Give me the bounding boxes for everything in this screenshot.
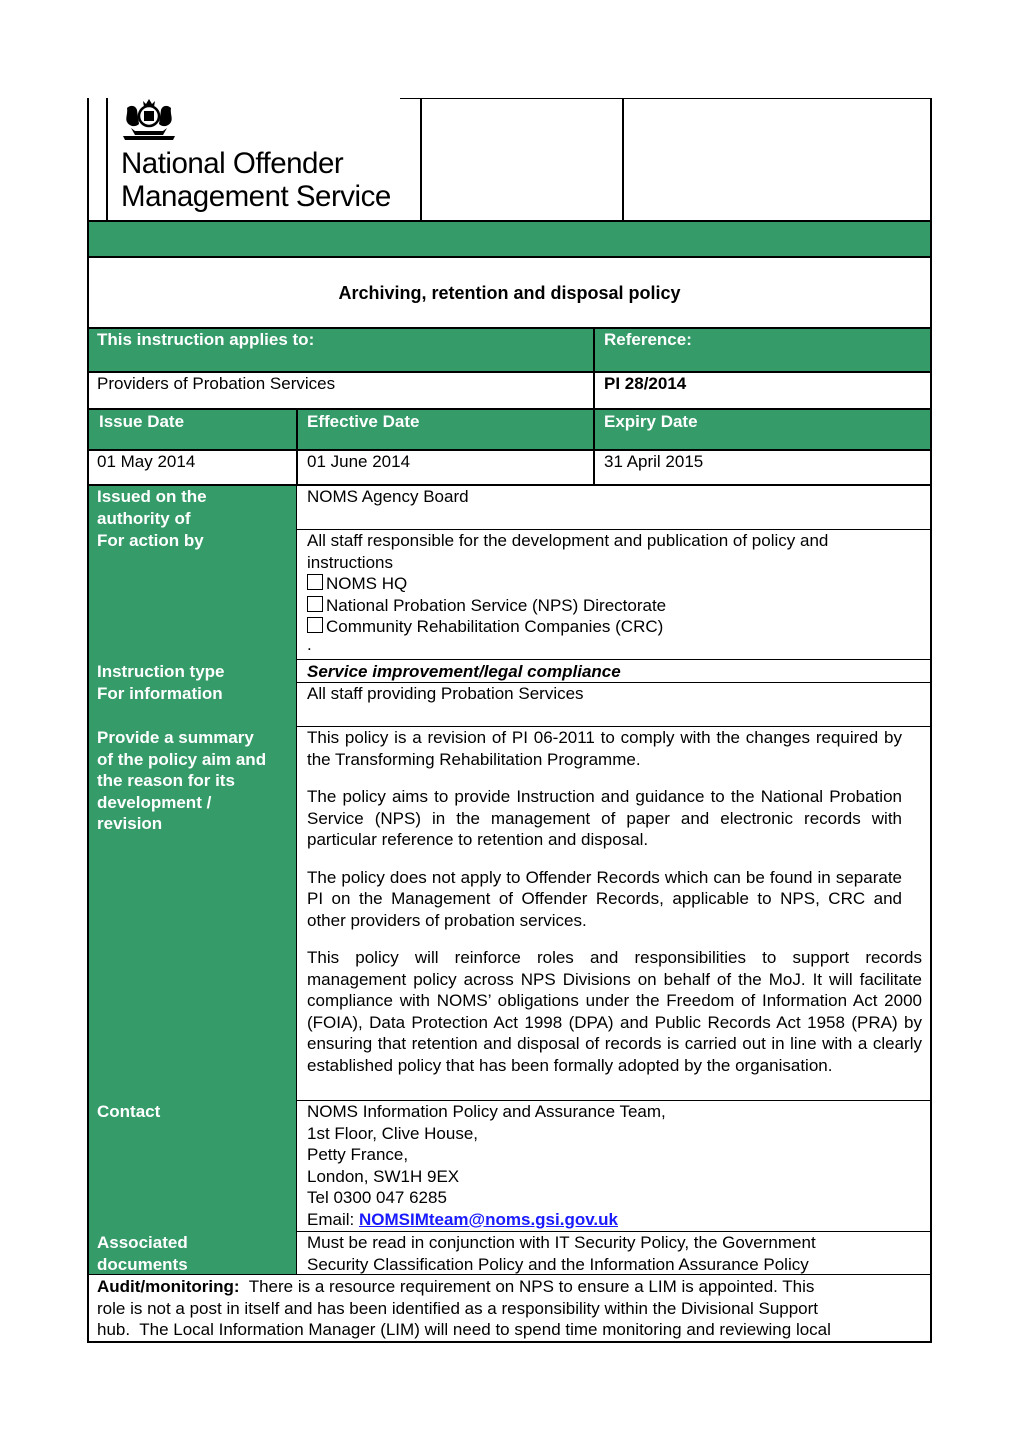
rule-13 (297, 1231, 932, 1232)
logo-divider-1 (420, 98, 422, 220)
audit-line-1-text: There is a resource requirement on NPS to ensure a LIM is appointed. This (239, 1277, 815, 1296)
rule-3 (87, 327, 932, 329)
contact-label: Contact (97, 1102, 161, 1121)
action-option-nps[interactable]: National Probation Service (NPS) Directorate (307, 595, 922, 617)
audit-line-3: hub. The Local Information Manager (LIM) will need to spend time monitoring and reviewing local (97, 1320, 831, 1339)
top-border (400, 98, 932, 99)
expiry-date-value: 31 April 2015 (604, 452, 704, 471)
contact-line-5: Tel 0300 047 6285 (307, 1188, 447, 1207)
associated-label (87, 1232, 297, 1275)
summary-label-1: Provide a summary (97, 728, 254, 747)
logo-divider-2 (622, 98, 624, 220)
action-by-intro-1: All staff responsible for the development and publication of policy and (307, 531, 829, 550)
contact-value (297, 1101, 932, 1230)
label-column (87, 485, 297, 1274)
summary-paragraph-3: The policy does not apply to Offender Records which can be found in separate PI on the Management of Offender Records, applicable to NPS, CRC and other providers of probation services. (307, 867, 902, 930)
email-label: Email: (307, 1209, 359, 1229)
associated-value (297, 1232, 932, 1275)
summary-paragraph-1: This policy is a revision of PI 06-2011 to comply with the changes required by the Transforming Rehabilitation Programme. (307, 728, 902, 769)
applies-value: Providers of Probation Services (97, 374, 336, 393)
green-strip (87, 221, 932, 256)
bottom-border (87, 1341, 932, 1343)
contact-line-1: NOMS Information Policy and Assurance Team, (307, 1102, 666, 1121)
for-information-label: For information (97, 684, 223, 703)
rule-2 (87, 256, 932, 258)
logo-line-1: National Offender (121, 147, 344, 180)
summary-paragraph-2: The policy aims to provide Instruction and guidance to the National Probation Service (NPS) in the management of paper and electronic records with particular reference to retention and disposal. (307, 787, 902, 849)
document-title: Archiving, retention and disposal policy (338, 283, 681, 303)
rule-7 (87, 484, 932, 486)
action-option-crc[interactable]: Community Rehabilitation Companies (CRC) (307, 616, 922, 638)
audit-line-2: role is not a post in itself and has been identified as a responsibility within the Divisional Support (97, 1298, 819, 1318)
reference-label: Reference: (604, 330, 692, 349)
rule-10 (297, 682, 932, 683)
audit-text (87, 1276, 932, 1341)
checkbox-nps[interactable] (307, 596, 323, 612)
summary-label (87, 727, 297, 835)
action-by-trailing: . (307, 634, 312, 654)
issued-on-value: NOMS Agency Board (307, 487, 469, 506)
rule-14 (87, 1274, 932, 1275)
logo-inner-rule (106, 98, 108, 220)
contact-line-4: London, SW1H 9EX (307, 1166, 460, 1186)
issued-on-label-2: authority of (97, 508, 191, 528)
effective-date-label: Effective Date (307, 412, 420, 431)
summary-text (297, 727, 932, 1076)
rule-12 (297, 1100, 932, 1101)
associated-line-2: Security Classification Policy and the Information Assurance Policy (307, 1254, 809, 1274)
summary-label-3: the reason for its (97, 771, 235, 790)
royal-crest-icon (119, 98, 179, 142)
associated-label-2: documents (97, 1254, 188, 1274)
action-by-intro-2: instructions (307, 552, 393, 572)
summary-label-4: development / (97, 792, 212, 812)
issue-date-label: Issue Date (99, 412, 185, 431)
rule-11 (297, 726, 932, 727)
outer-border-right (930, 98, 932, 1342)
action-option-noms-hq[interactable]: NOMS HQ (307, 573, 922, 595)
audit-line-1 (97, 1276, 922, 1298)
email-link[interactable]: NOMSIMteam@noms.gsi.gov.uk (358, 1209, 618, 1229)
action-by-value (297, 530, 932, 652)
contact-line-3: Petty France, (307, 1145, 409, 1164)
col-divider-reference (593, 327, 595, 409)
applies-label: This instruction applies to: (97, 330, 315, 349)
col-divider-dates-1 (296, 408, 298, 485)
rule-1 (87, 220, 932, 222)
summary-label-2: of the policy aim and (97, 749, 267, 769)
issue-date-value: 01 May 2014 (97, 452, 196, 471)
rule-6 (87, 449, 932, 451)
issued-on-label-1: Issued on the (97, 487, 207, 506)
contact-email-line (307, 1209, 922, 1231)
checkbox-noms-hq[interactable] (307, 574, 323, 590)
associated-label-1: Associated (97, 1233, 188, 1252)
logo-line-2: Management Service (121, 180, 391, 213)
expiry-date-label: Expiry Date (604, 412, 698, 431)
issued-on-label (87, 486, 297, 529)
audit-label: Audit/monitoring: (97, 1277, 240, 1296)
rule-4 (87, 371, 932, 373)
rule-9 (297, 659, 932, 660)
instruction-type-label: Instruction type (97, 662, 225, 681)
summary-label-5: revision (97, 814, 163, 833)
checkbox-crc[interactable] (307, 617, 323, 633)
instruction-type-value: Service improvement/legal compliance (307, 662, 621, 681)
reference-value: PI 28/2014 (604, 374, 687, 393)
col-divider-body (296, 484, 297, 1274)
outer-border-left (87, 98, 89, 1342)
effective-date-value: 01 June 2014 (307, 452, 411, 471)
summary-paragraph-4: This policy will reinforce roles and responsibilities to support records management policy across NPS Divisions on behalf of the MoJ. It will facilitate compliance with NOMS’ obligations under the Freedom of Information Act 2000 (FOIA), Data Protection Act 1998 (DPA) and Public Records Act 1958 (PRA) by ensuring that retention and disposal of records is carried out in line with a clearly established policy that has been formally adopted by the organisation. (307, 948, 922, 1075)
rule-8 (297, 529, 932, 530)
logo-cell (87, 98, 420, 220)
col-divider-dates-2 (593, 408, 595, 485)
rule-5 (87, 408, 932, 410)
for-information-value: All staff providing Probation Services (307, 684, 584, 703)
action-by-label: For action by (97, 531, 204, 550)
contact-line-2: 1st Floor, Clive House, (307, 1123, 479, 1143)
associated-line-1: Must be read in conjunction with IT Security Policy, the Government (307, 1233, 816, 1252)
